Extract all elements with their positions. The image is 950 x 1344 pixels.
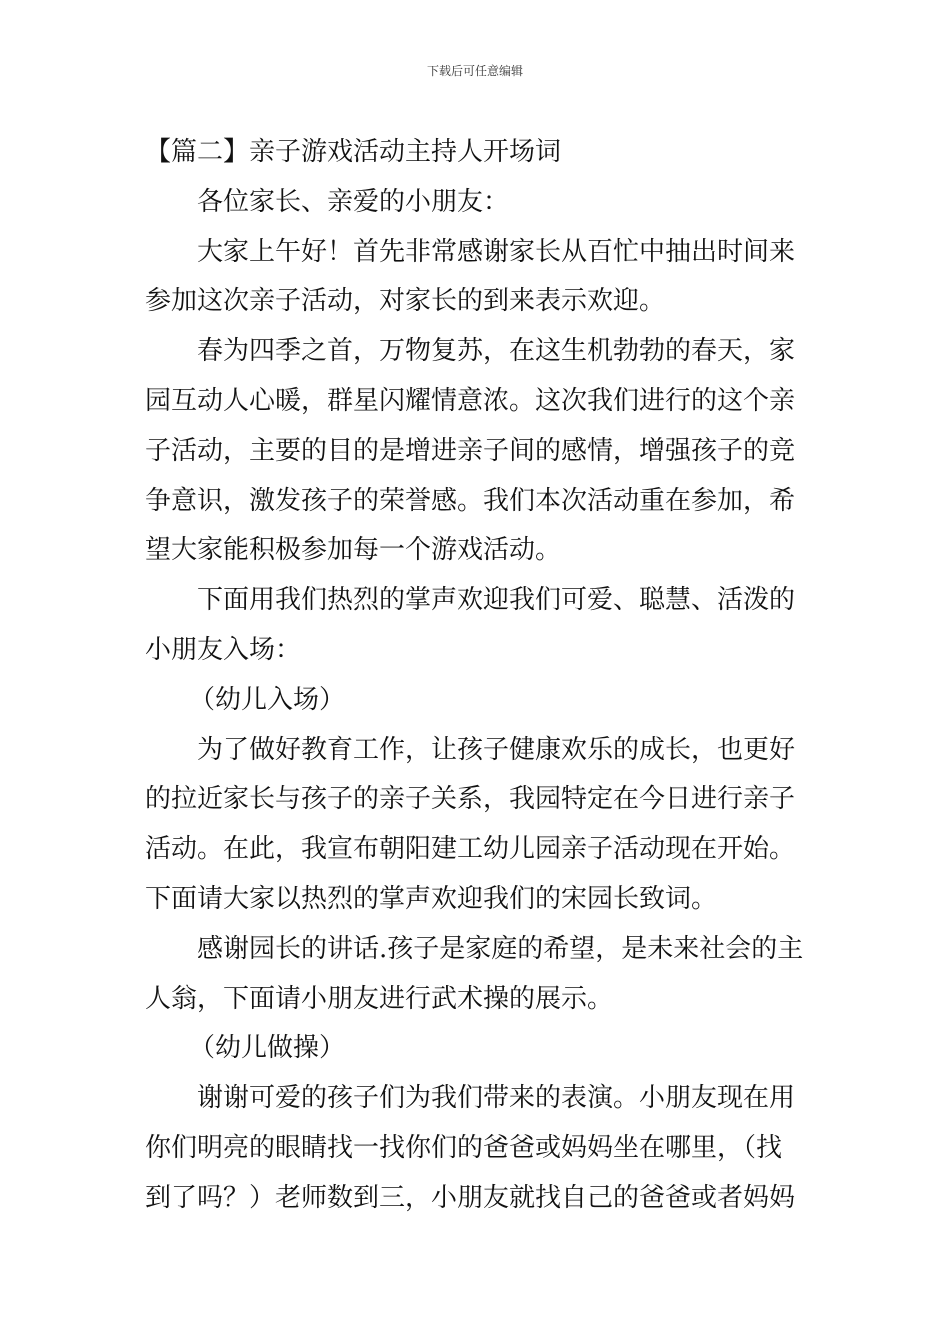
paragraph-line: 你们明亮的眼睛找一找你们的爸爸或妈妈坐在哪里，（找 [145,1132,783,1163]
paragraph-line: 人翁，下面请小朋友进行武术操的展示。 [145,983,614,1014]
paragraph-line: 大家上午好！首先非常感谢家长从百忙中抽出时间来 [197,236,796,267]
paragraph-line: 活动。在此，我宣布朝阳建工幼儿园亲子活动现在开始。 [145,834,796,865]
paragraph-line: 谢谢可爱的孩子们为我们带来的表演。小朋友现在用 [197,1083,796,1114]
paragraph-line: 春为四季之首，万物复苏，在这生机勃勃的春天，家 [197,336,796,367]
paragraph-line: 争意识，激发孩子的荣誉感。我们本次活动重在参加，希 [145,485,796,516]
paragraph-line: 到了吗？）老师数到三，小朋友就找自己的爸爸或者妈妈 [145,1182,796,1213]
paragraph-line: 园互动人心暖，群星闪耀情意浓。这次我们进行的这个亲 [145,385,796,416]
paragraph-line: 望大家能积极参加每一个游戏活动。 [145,535,562,566]
section-title: 【篇二】亲子游戏活动主持人开场词 [145,137,562,167]
greeting-line: 各位家长、亲爱的小朋友： [197,186,510,217]
paragraph-line: 的拉近家长与孩子的亲子关系，我园特定在今日进行亲子 [145,784,796,815]
stage-direction: （幼儿入场） [189,684,346,715]
paragraph-line: 子活动，主要的目的是增进亲子间的感情，增强孩子的竞 [145,435,796,466]
paragraph-line: 小朋友入场： [145,634,302,665]
stage-direction: （幼儿做操） [189,1033,346,1064]
paragraph-line: 为了做好教育工作，让孩子健康欢乐的成长，也更好 [197,734,796,765]
document-body [145,128,810,1224]
paragraph-line: 参加这次亲子活动，对家长的到来表示欢迎。 [145,286,666,317]
page-header: 下载后可任意编辑 [426,64,523,78]
paragraph-line: 感谢园长的讲话.孩子是家庭的希望，是未来社会的主 [197,933,804,964]
paragraph-line: 下面用我们热烈的掌声欢迎我们可爱、聪慧、活泼的 [197,585,796,616]
paragraph-line: 下面请大家以热烈的掌声欢迎我们的宋园长致词。 [145,883,718,914]
